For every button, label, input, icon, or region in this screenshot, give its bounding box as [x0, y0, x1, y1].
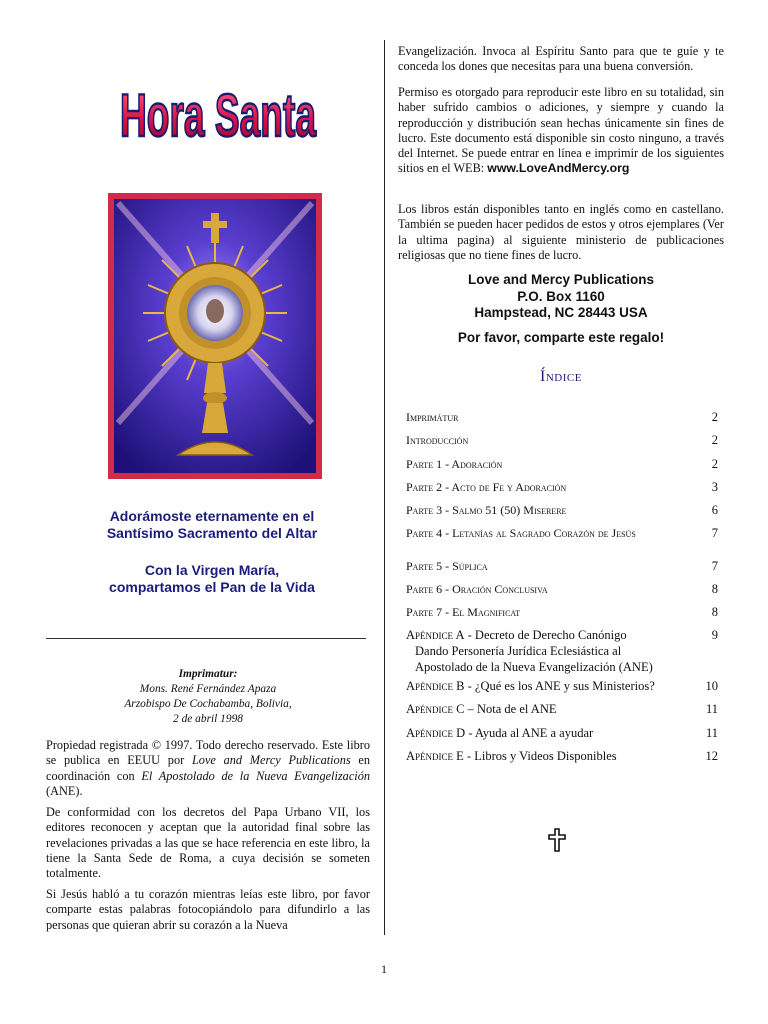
virgin-line-1: Con la Virgen María,: [144, 562, 280, 578]
copyright-text: (ANE).: [46, 783, 83, 798]
column-divider: [384, 40, 385, 935]
toc-item-page: 2: [711, 410, 718, 424]
appendix-label: Apéndice C: [406, 702, 465, 716]
copyright-text: en coordinación con: [46, 753, 371, 783]
appendix-a-line: Apostolado de la Nueva Evangelización (ANE): [415, 660, 653, 674]
toc-item-title[interactable]: Parte 6 - Oración Conclusiva: [406, 582, 548, 596]
publisher-name: Love and Mercy Publications: [467, 272, 655, 287]
toc-item-page: 3: [711, 480, 718, 494]
monstrance-icon: [108, 193, 322, 479]
appendix-label: Apéndice A: [406, 628, 465, 642]
appendix-text: - Ayuda al ANE a ayudar: [465, 726, 594, 740]
share-paragraph-start: Si Jesús habló a tu corazón mientras leías este libro, por favor comparte estas palabras fotocopiándolo para difundirlo a las personas que quieran abrir su corazón a la Nueva: [46, 887, 370, 932]
toc-item-title[interactable]: Parte 4 - Letanías al Sagrado Corazón de Jesús: [406, 526, 636, 540]
toc-item-title[interactable]: Imprimátur: [406, 410, 459, 424]
share-gift: Por favor, comparte este regalo!: [457, 330, 665, 345]
appendix-text: - ¿Qué es los ANE y sus Ministerios?: [464, 679, 655, 693]
toc-item-title[interactable]: Parte 7 - El Magnificat: [406, 605, 521, 619]
virgin-line-2: compartamos el Pan de la Vida: [109, 579, 315, 595]
decrees-paragraph: De conformidad con los decretos del Papa Urbano VII, los editores reconocen y aceptan que la autoridad final sobre las revelaciones privadas a las que se hace referencia en este libro, la tiene la Santa Sede de Roma, a cuya decisión se someten totalmente.: [46, 805, 370, 881]
permission-paragraph: [398, 85, 724, 177]
toc-item-page: 2: [711, 457, 718, 471]
toc-item-page: 12: [705, 749, 718, 763]
toc-appendix-e[interactable]: [406, 749, 691, 764]
toc-item-title[interactable]: Parte 5 - Súplica: [406, 559, 488, 573]
publisher-box: P.O. Box 1160: [517, 288, 605, 304]
page-number: 1: [381, 962, 387, 976]
imprimatur-line: 2 de abril 1998: [173, 713, 243, 725]
toc-item-page: 7: [711, 559, 718, 573]
appendix-label: Apéndice E: [406, 749, 464, 763]
apostolado-italic: El Apostolado de la Nueva Evangelización: [141, 768, 370, 783]
divider: [46, 638, 366, 639]
appendix-a-line: Dando Personería Jurídica Eclesiástica al: [415, 644, 622, 658]
toc-item-title[interactable]: Introducción: [406, 433, 469, 447]
imprimatur-heading: Imprimatur:: [178, 668, 238, 680]
publisher-address: [398, 272, 724, 322]
toc-item-page: 11: [705, 726, 718, 740]
toc-appendix-c[interactable]: [406, 702, 691, 717]
toc-item-page: 9: [711, 628, 718, 642]
toc-item-page: 8: [711, 605, 718, 619]
book-title-text: Hora Santa: [120, 82, 317, 149]
appendix-text: - Libros y Videos Disponibles: [463, 749, 617, 763]
toc-item-page: 6: [711, 503, 718, 517]
table-of-contents: [406, 410, 718, 770]
virgin-caption: [64, 562, 360, 596]
toc-item-page: 10: [705, 679, 718, 693]
index-heading: Índice: [540, 368, 582, 385]
appendix-text: - Decreto de Derecho Canónigo: [464, 628, 627, 642]
toc-appendix-b[interactable]: [406, 679, 691, 694]
appendix-label: Apéndice D: [406, 726, 466, 740]
toc-item-page: 8: [711, 582, 718, 596]
toc-item-page: 7: [711, 526, 718, 540]
book-title: [118, 78, 318, 148]
copyright-paragraph: [46, 738, 370, 799]
toc-item-title[interactable]: Parte 3 - Salmo 51 (50) Miserere: [406, 503, 567, 517]
appendix-text: – Nota de el ANE: [464, 702, 557, 716]
languages-paragraph: Los libros están disponibles tanto en inglés como en castellano. También se pueden hacer pedidos de estos y otros ejemplares (Ver la ultima pagina) al siguiente ministerio de publicaciones religiosas que no tiene fines de lucro.: [398, 202, 724, 262]
toc-item-page: 11: [705, 702, 718, 716]
toc-item-title[interactable]: Parte 2 - Acto de Fe y Adoración: [406, 480, 567, 494]
imprimatur-block: [46, 667, 370, 727]
toc-appendix-d[interactable]: [406, 726, 691, 741]
adoration-caption: [64, 508, 360, 542]
imprimatur-line: Mons. René Fernández Apaza: [139, 683, 277, 695]
imprimatur-line: Arzobispo De Cochabamba, Bolivia,: [124, 698, 292, 710]
cross-icon: [548, 828, 566, 852]
toc-item-page: 2: [711, 433, 718, 447]
copyright-text: Propiedad registrada © 1997. Todo derecho reservado. Este libro se publica en EEUU por: [46, 738, 370, 768]
book-title-graphic: [118, 78, 318, 148]
adoration-line-1: Adorámoste eternamente en el: [109, 508, 315, 524]
website-link[interactable]: www.LoveAndMercy.org: [487, 161, 630, 176]
permission-text: Permiso es otorgado para reproducir este libro en su totalidad, sin haber sufrido cambios o adiciones, y siempre y cuando la reproducción y distribución sean hechas únicamente sin fines de lucro. Este documento está disponible sin costo ninguno, a través del Internet. Se puede entrar en línea e imprimir de los siguientes sitios en el WEB:: [398, 85, 724, 176]
toc-item-title[interactable]: Parte 1 - Adoración: [406, 457, 503, 471]
toc-appendix-a[interactable]: [406, 628, 691, 643]
share-paragraph-end: Evangelización. Invoca al Espíritu Santo para que te guíe y te conceda los dones que necesitas para una buena conversión.: [398, 44, 724, 74]
appendix-label: Apéndice B: [406, 679, 465, 693]
publisher-city: Hampstead, NC 28443 USA: [474, 305, 648, 320]
adoration-line-2: Santísimo Sacramento del Altar: [106, 525, 318, 541]
publisher-italic: Love and Mercy Publications: [191, 753, 351, 768]
